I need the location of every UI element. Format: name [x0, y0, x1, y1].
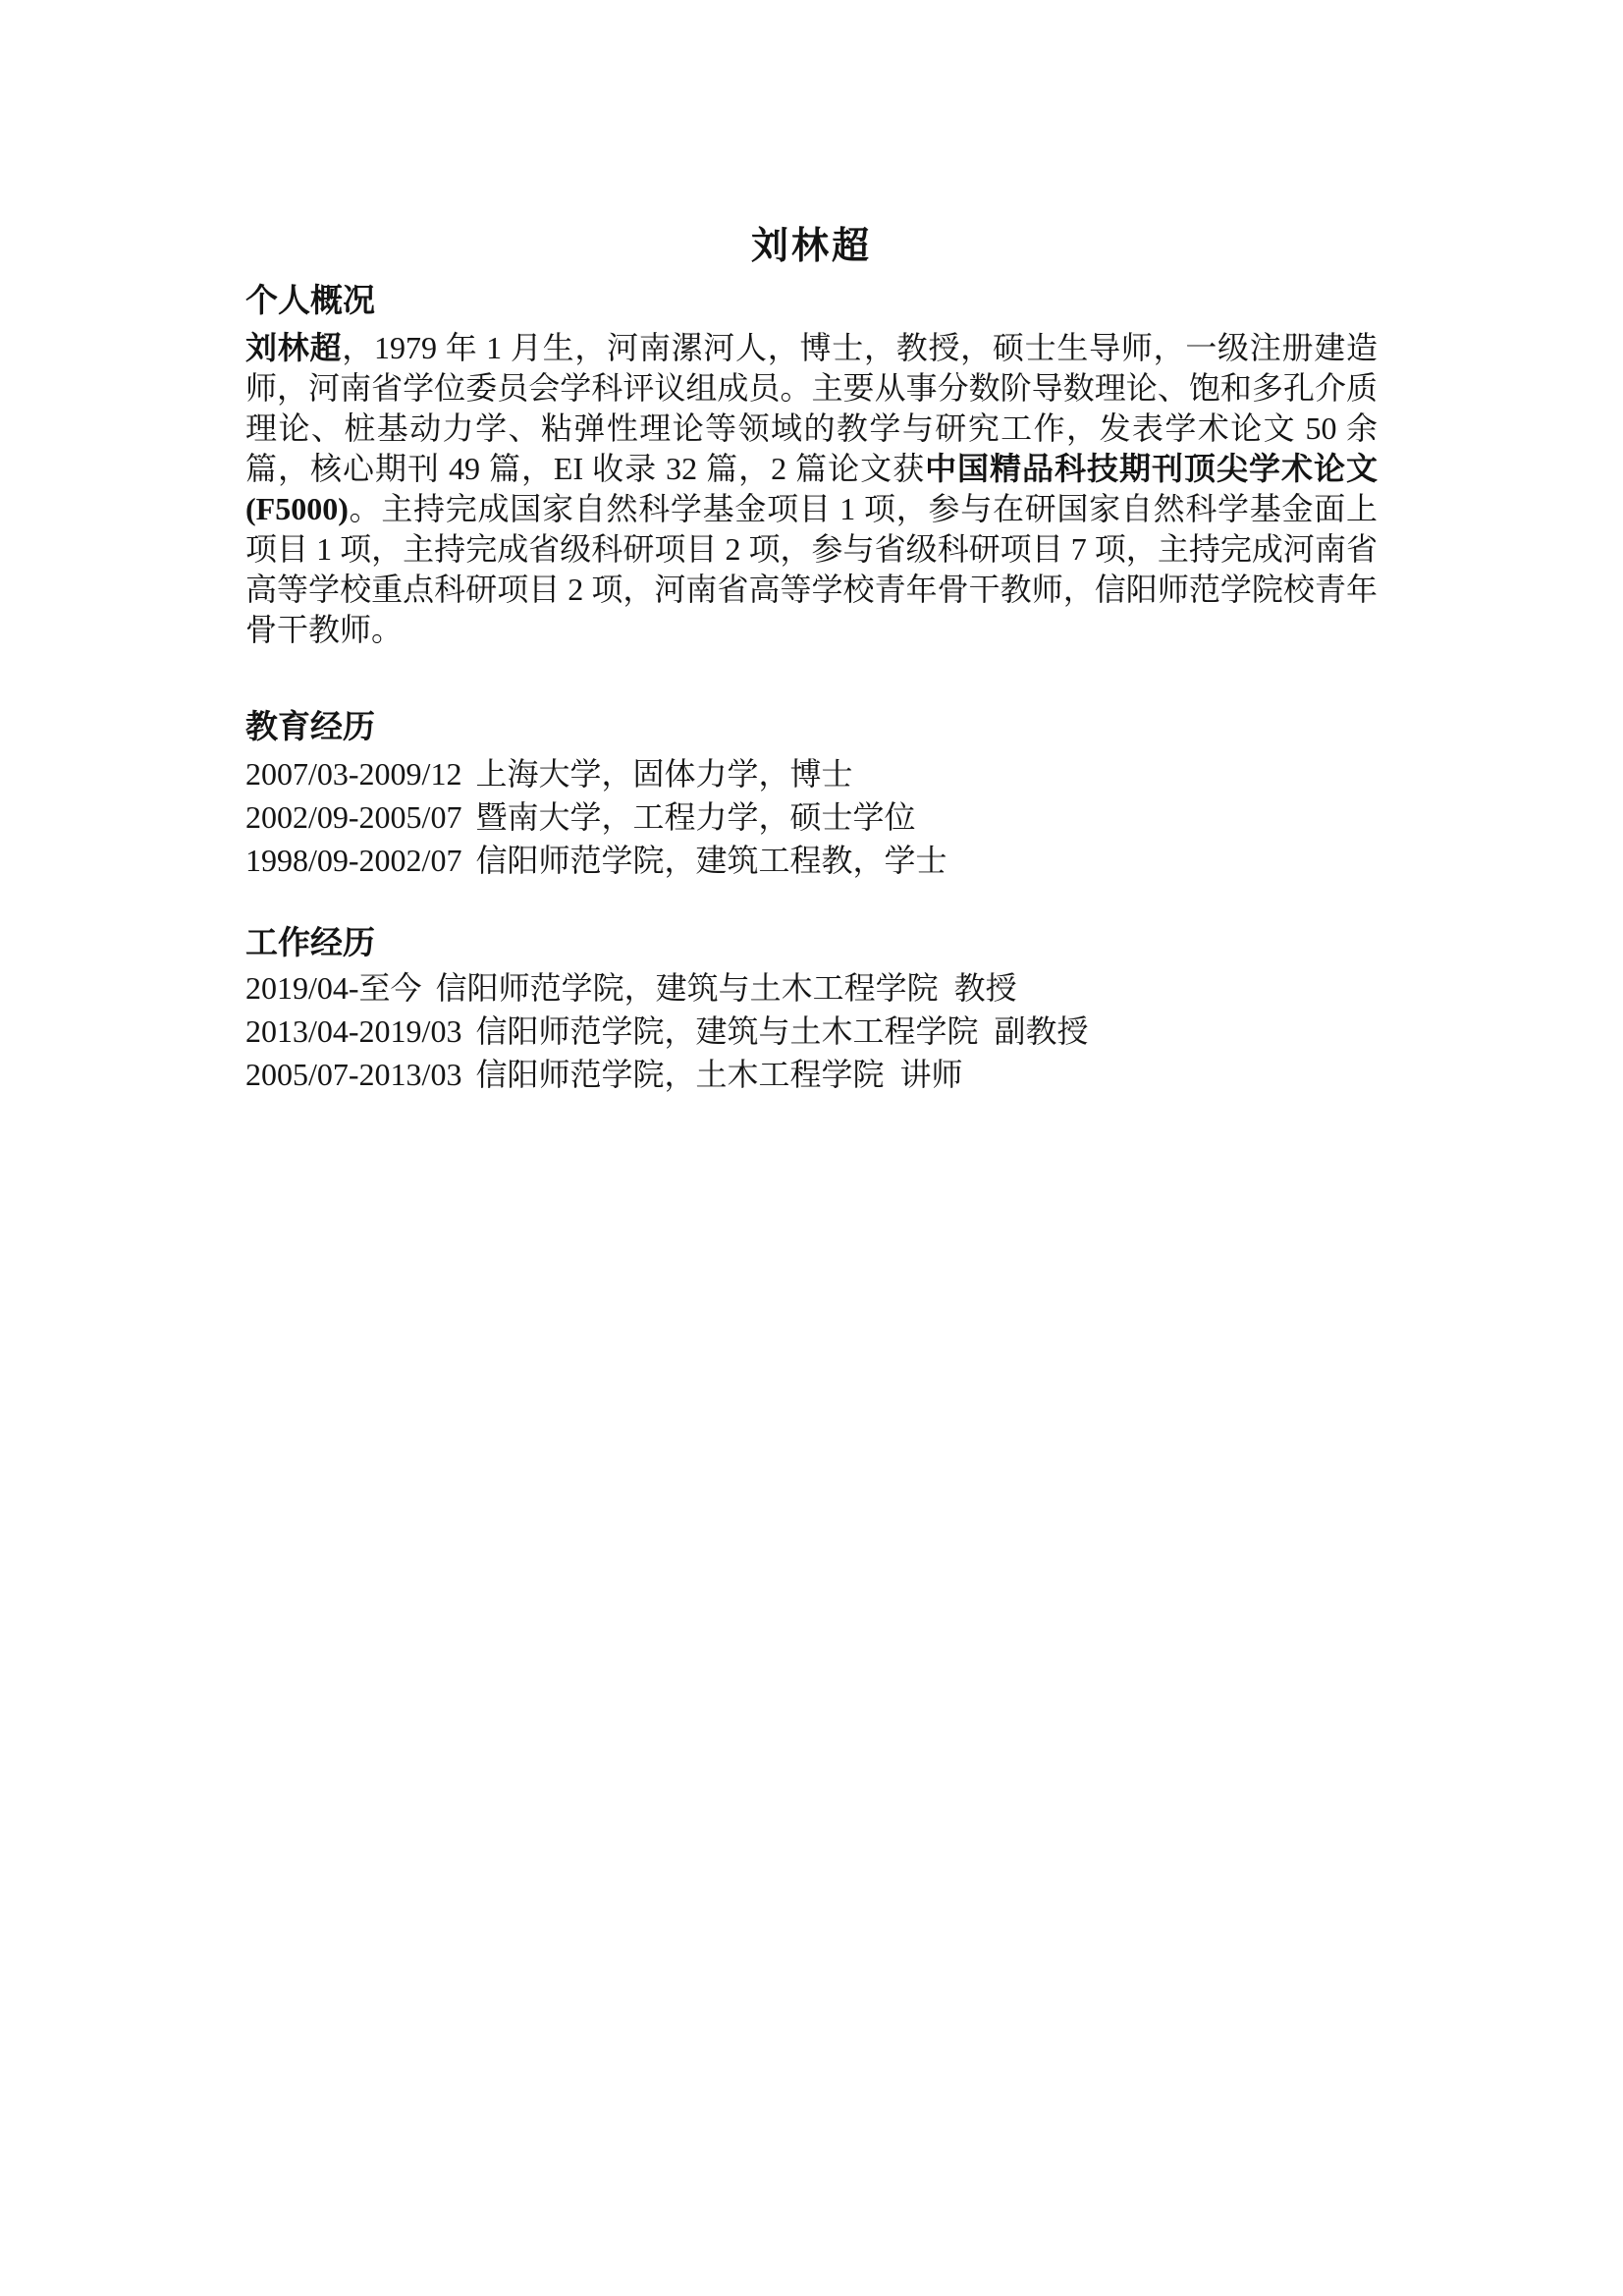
paragraph-segment: 中国精品科技期刊顶尖学术论文(F5000)	[245, 451, 1378, 526]
paragraph-segment: ，1979 年 1 月生，河南漯河人，博士，教授，硕士生导师，一级注册建造师，河南省学位委员会学科评议组成员。主要从事分数阶导数理论、饱和多孔介质理论、桩基动力学、粘弹性理论等领域的教学与研究工作，发表学术论文 50 余篇，核心期刊 49 篇，EI 收录 32 篇，2 篇论文获	[245, 330, 1378, 486]
education-item-detail: 暨南大学，工程力学，硕士学位	[475, 799, 916, 835]
education-item-detail: 上海大学，固体力学，博士	[475, 756, 853, 792]
education-item	[245, 795, 1473, 839]
work-item-period: 2005/07-2013/03	[245, 1057, 462, 1092]
work-item	[245, 1010, 1473, 1053]
education-list	[245, 752, 1473, 882]
education-item-period: 1998/09-2002/07	[245, 843, 462, 878]
education-item-period: 2007/03-2009/12	[245, 756, 462, 792]
profile-paragraph	[245, 328, 1378, 650]
work-item-detail: 信阳师范学院，建筑与土木工程学院 教授	[435, 970, 1017, 1006]
education-item	[245, 752, 1473, 795]
page-title: 刘林超	[750, 226, 872, 267]
work-item	[245, 966, 1473, 1010]
work-item-period: 2019/04-至今	[245, 970, 422, 1006]
paragraph-segment: 。主持完成国家自然科学基金项目 1 项，参与在研国家自然科学基金面上项目 1 项，主持完成省级科研项目 2 项，参与省级科研项目 7 项，主持完成河南省高等学校重点科研项目 2 项，河南省高等学校青年骨干教师，信阳师范学院校青年骨干教师。	[245, 491, 1378, 647]
work-list	[245, 966, 1473, 1096]
work-item-detail: 信阳师范学院，建筑与土木工程学院 副教授	[475, 1013, 1089, 1049]
section-heading-profile: 个人概况	[245, 284, 375, 319]
work-item	[245, 1053, 1473, 1096]
education-item-detail: 信阳师范学院，建筑工程教，学士	[475, 843, 947, 878]
section-heading-work: 工作经历	[245, 926, 375, 961]
education-item	[245, 839, 1473, 882]
work-item-detail: 信阳师范学院，土木工程学院 讲师	[475, 1057, 963, 1092]
education-item-period: 2002/09-2005/07	[245, 799, 462, 835]
section-heading-education: 教育经历	[245, 710, 375, 745]
paragraph-segment: 刘林超	[245, 330, 343, 365]
work-item-period: 2013/04-2019/03	[245, 1013, 462, 1049]
